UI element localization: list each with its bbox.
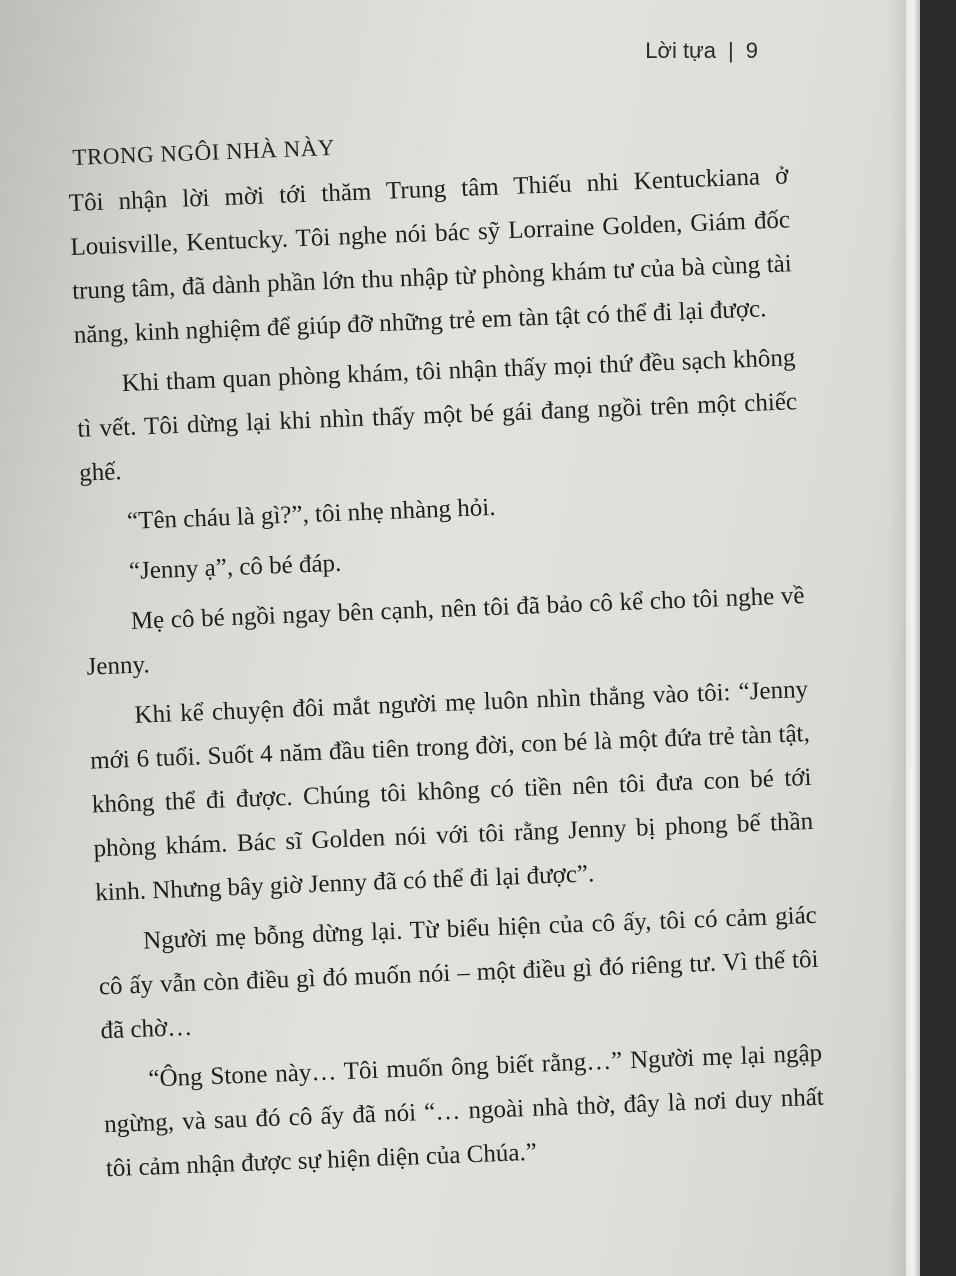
running-header: [645, 38, 758, 64]
paragraph: Mẹ cô bé ngồi ngay bên cạnh, nên tôi đã bảo cô kể cho tôi nghe về Jenny.: [86, 582, 805, 681]
header-separator: |: [728, 38, 734, 63]
paragraph: “Ông Stone này… Tôi muốn ông biết rằng…” Người mẹ lại ngập ngừng, và sau đó cô ấy đã nói “… ngoài nhà thờ, đây là nơi duy nhất tôi cảm nhận được sự hiện diện của Chúa.”: [103, 1039, 825, 1183]
section-title: Lời tựa: [645, 38, 717, 63]
paragraph: Khi kể chuyện đôi mắt người mẹ luôn nhìn thẳng vào tôi: “Jenny mới 6 tuổi. Suốt 4 năm đầu tiên trong đời, con bé là một đứa trẻ tàn tật, không thể đi được. Chúng tôi không có tiền nên tôi đưa con bé tới phòng khám. Bác sĩ Golden nói với tôi rằng Jenny bị phong bế thần kinh. Nhưng bây giờ Jenny đã có thể đi lại được”.: [89, 675, 814, 907]
paragraph: Người mẹ bỗng dừng lại. Từ biểu hiện của cô ấy, tôi có cảm giác cô ấy vẫn còn điều gì đó muốn nói – một điều gì đó riêng tư. Vì thế tôi đã chờ…: [98, 901, 819, 1045]
paragraph: “Jenny ạ”, cô bé đáp.: [128, 549, 342, 585]
page-number: 9: [745, 38, 758, 63]
chapter-title: TRONG NGÔI NHÀ NÀY: [72, 134, 336, 170]
page-edge: [906, 0, 920, 1276]
paragraph: Tôi nhận lời mời tới thăm Trung tâm Thiếu nhi Kentuckiana ở Louisville, Kentucky. Tôi nghe nói bác sỹ Lorraine Golden, Giám đốc trung tâm, đã dành phần lớn thu nhập từ phòng khám tư của bà cùng tài năng, kinh nghiệm để giúp đỡ những trẻ em tàn tật có thể đi lại được.: [68, 162, 793, 349]
paragraph: “Tên cháu là gì?”, tôi nhẹ nhàng hỏi.: [126, 493, 496, 535]
body-text: [68, 154, 826, 1197]
paragraph: Khi tham quan phòng khám, tôi nhận thấy mọi thứ đều sạch không tì vết. Tôi dừng lại khi nhìn thấy một bé gái đang ngồi trên một chiếc ghế.: [76, 344, 798, 487]
